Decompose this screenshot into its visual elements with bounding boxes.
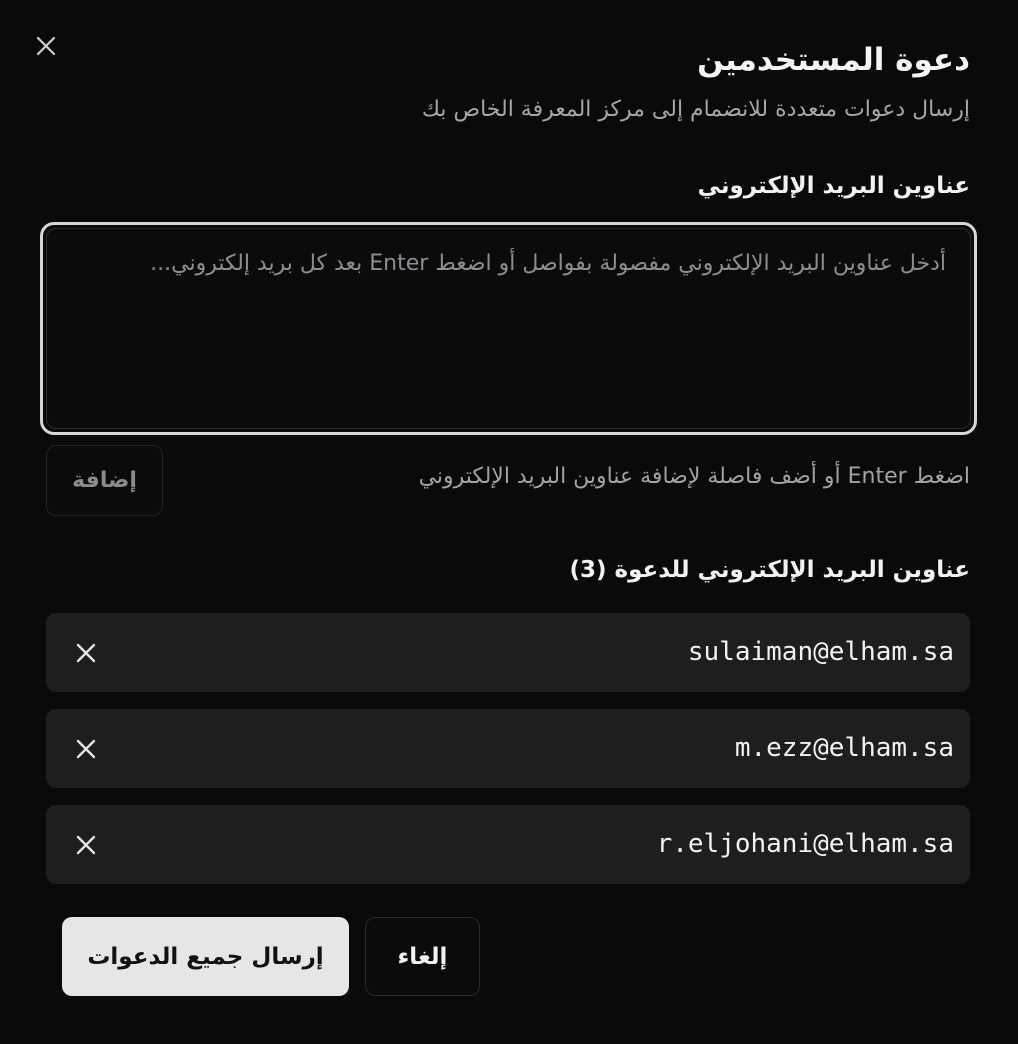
email-field-label: عناوين البريد الإلكتروني xyxy=(697,173,970,199)
close-icon xyxy=(75,738,97,760)
dialog-title: دعوة المستخدمين xyxy=(697,42,970,78)
email-address: m.ezz@elham.sa xyxy=(734,733,954,763)
remove-email-button[interactable] xyxy=(70,829,102,861)
invite-list-label: عناوين البريد الإلكتروني للدعوة (3) xyxy=(569,557,970,583)
email-address: r.eljohani@elham.sa xyxy=(656,829,954,859)
remove-email-button[interactable] xyxy=(70,733,102,765)
cancel-button[interactable]: إلغاء xyxy=(365,917,480,996)
email-list-item xyxy=(46,613,970,692)
add-email-button[interactable]: إضافة xyxy=(46,445,163,516)
email-address: sulaiman@elham.sa xyxy=(687,637,954,667)
email-input-wrapper xyxy=(40,222,977,435)
remove-email-button[interactable] xyxy=(70,637,102,669)
email-list-item xyxy=(46,709,970,788)
send-all-invites-button[interactable]: إرسال جميع الدعوات xyxy=(62,917,349,996)
email-addresses-input[interactable] xyxy=(47,229,970,428)
email-input-box xyxy=(46,228,971,429)
input-hint: اضغط Enter أو أضف فاصلة لإضافة عناوين البريد الإلكتروني xyxy=(418,464,970,489)
close-icon xyxy=(75,642,97,664)
close-icon xyxy=(75,834,97,856)
email-list-item xyxy=(46,805,970,884)
close-dialog-button[interactable] xyxy=(30,30,62,62)
close-icon xyxy=(34,34,58,58)
invite-email-list xyxy=(46,613,970,901)
dialog-subtitle: إرسال دعوات متعددة للانضمام إلى مركز المعرفة الخاص بك xyxy=(421,97,970,122)
